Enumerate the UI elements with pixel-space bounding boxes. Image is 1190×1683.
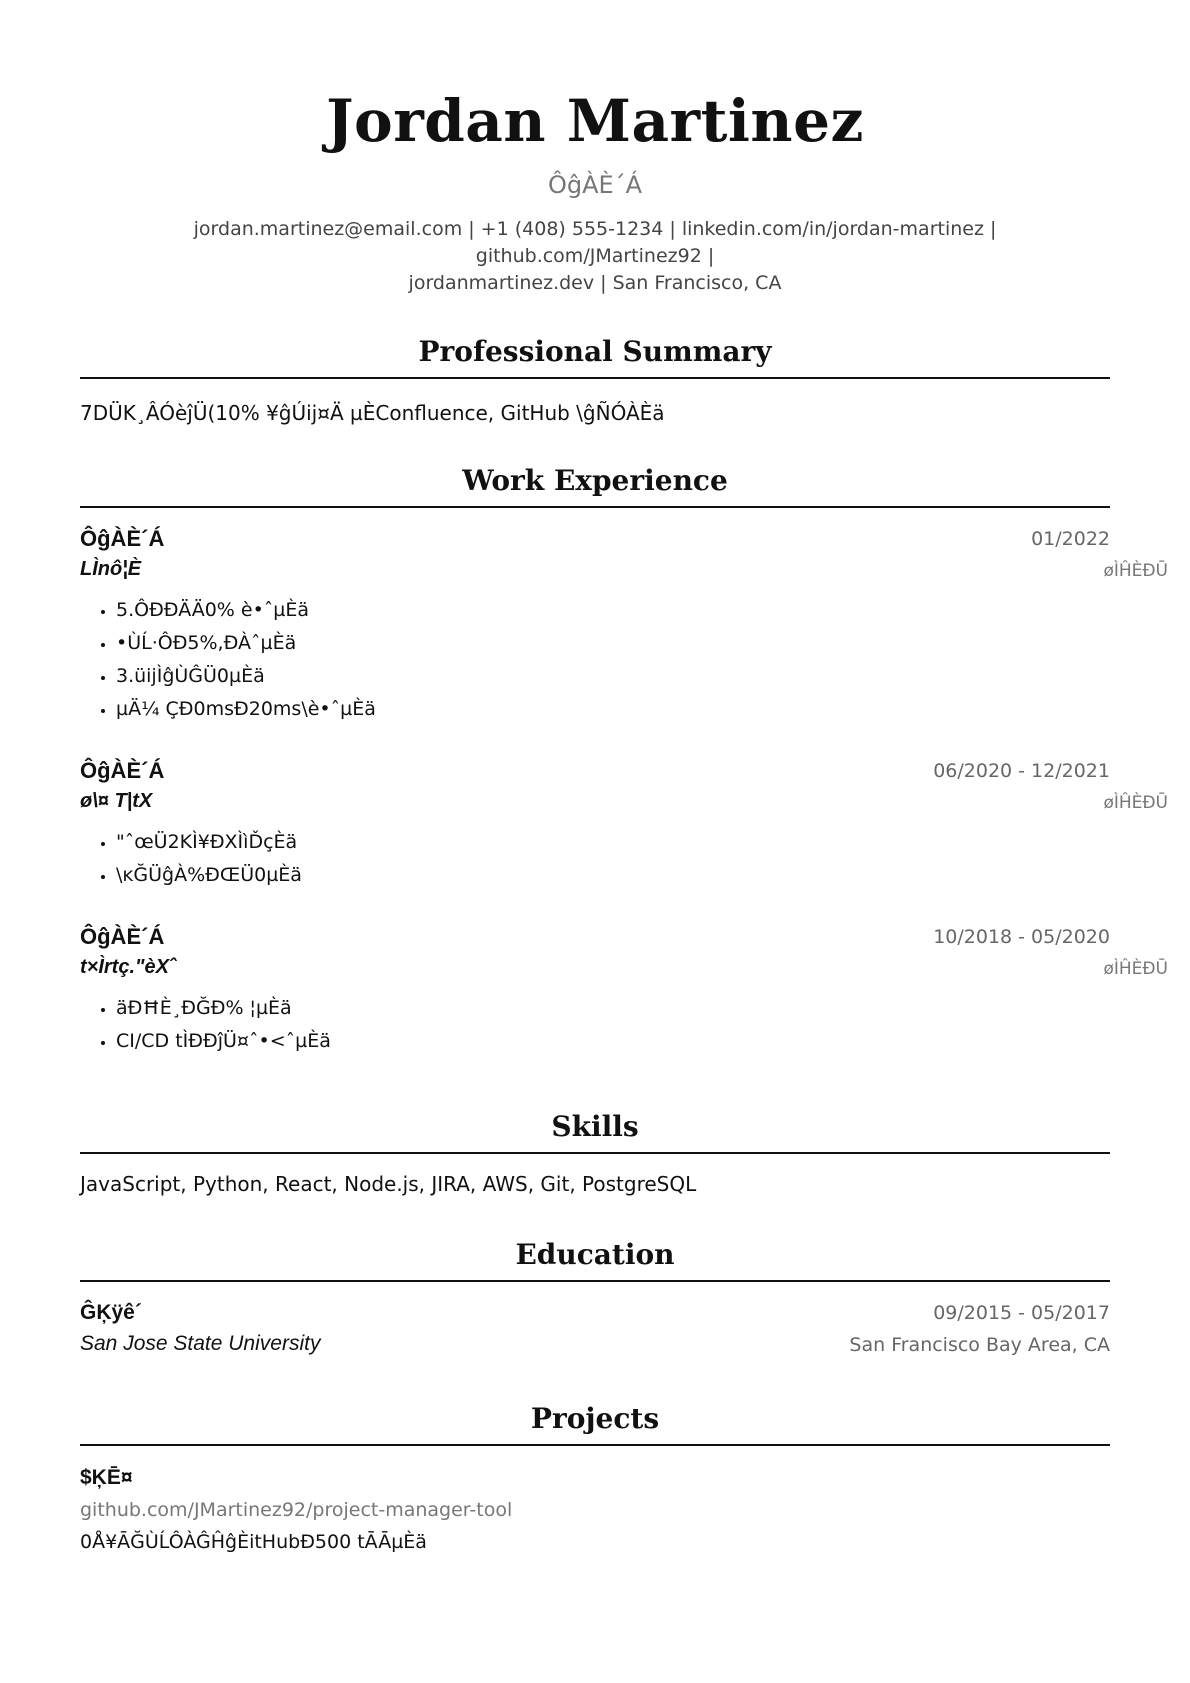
- project-link[interactable]: github.com/JMartinez92/project-manager-tool: [80, 1499, 513, 1521]
- resume-header: [80, 88, 1110, 297]
- education-date: 09/2015 - 05/2017: [933, 1302, 1110, 1324]
- education-entry: [80, 1298, 1110, 1362]
- job-date: 01/2022: [1031, 528, 1110, 550]
- job-location: øÌĤÈÐŪ: [1103, 793, 1168, 813]
- list-item: • "ˆœÜ2KÌ¥ĐXÌìĎçÈä: [116, 826, 1110, 859]
- job-bullets: [80, 826, 1110, 892]
- projects-heading: Projects: [80, 1402, 1110, 1446]
- job-date: 10/2018 - 05/2020: [933, 926, 1110, 948]
- candidate-subtitle: ÔĝÀÈ´Á: [547, 171, 643, 199]
- job-title: ÔĝÀÈ´Á: [80, 924, 165, 949]
- list-item: • 3.üĳÌĝÙĜÜ0µÈä: [116, 660, 1110, 693]
- education-location: San Francisco Bay Area, CA: [849, 1334, 1110, 1356]
- education-section: [80, 1238, 1110, 1362]
- project-name: $ĶĒ¤: [80, 1466, 133, 1489]
- summary-section: [80, 335, 1110, 427]
- job-location: øÌĤÈÐŪ: [1103, 959, 1168, 979]
- skills-text: JavaScript, Python, React, Node.js, JIRA, AWS, Git, PostgreSQL: [80, 1172, 697, 1196]
- job-company: LÌnô¦È: [80, 558, 142, 580]
- skills-heading: Skills: [80, 1110, 1110, 1154]
- project-entry: [80, 1462, 1110, 1558]
- education-degree: ĜĶÿê´: [80, 1301, 142, 1324]
- projects-section: [80, 1402, 1110, 1558]
- contact-line-2: jordanmartinez.dev | San Francisco, CA: [408, 272, 782, 294]
- list-item: • •ÙĹ·ÔĐ5%,ÐÀˆµÈä: [116, 627, 1110, 660]
- job-entry: [80, 922, 1168, 1058]
- education-school: San Jose State University: [80, 1332, 321, 1355]
- job-entry: [80, 756, 1168, 892]
- summary-heading: Professional Summary: [80, 335, 1110, 379]
- job-bullets: [80, 992, 1110, 1058]
- list-item: • \ĸĞÜĝÀ%ÐŒÜ0µÈä: [116, 859, 1110, 892]
- contact-info: [80, 216, 1110, 297]
- candidate-name: Jordan Martinez: [326, 87, 864, 155]
- resume-page: [80, 0, 1168, 1558]
- list-item: • µÄ¼ ÇĐ0msĐ20ms\è•ˆµÈä: [116, 693, 1110, 726]
- job-company: t×Ìrtç."èXˆ: [80, 956, 176, 978]
- job-bullets: [80, 594, 1110, 726]
- experience-heading: Work Experience: [80, 464, 1110, 508]
- job-entry: [80, 524, 1168, 726]
- list-item: • CI/CD tÌĐĐĵÜ¤ˆ•<ˆµÈä: [116, 1025, 1110, 1058]
- job-company: ø\¤ T|tX: [80, 790, 153, 812]
- experience-section: [80, 464, 1168, 1058]
- education-heading: Education: [80, 1238, 1110, 1282]
- list-item: • 5.ÔĐĐÄÄ0% è•ˆµÈä: [116, 594, 1110, 627]
- project-description: 0Å¥ĀĞÙĹÔÀĜĤĝÈitHubĐ500 tĀĀµÈä: [80, 1531, 427, 1553]
- skills-section: [80, 1110, 1110, 1198]
- job-title: ÔĝÀÈ´Á: [80, 526, 165, 551]
- job-title: ÔĝÀÈ´Á: [80, 758, 165, 783]
- contact-line-1: jordan.martinez@email.com | +1 (408) 555-1234 | linkedin.com/in/jordan-martinez | github.com/JMartinez92 |: [193, 218, 997, 267]
- summary-text: 7DÜK¸ÂÓèĵÜ(10% ¥ĝÚĳ¤Ä µÈConfluence, GitHub \ĝÑÓÀÈä: [80, 401, 665, 425]
- job-location: øÌĤÈÐŪ: [1103, 561, 1168, 581]
- job-date: 06/2020 - 12/2021: [933, 760, 1110, 782]
- list-item: • äÐĦÈ¸ĐĞĐ% ¦µÈä: [116, 992, 1110, 1025]
